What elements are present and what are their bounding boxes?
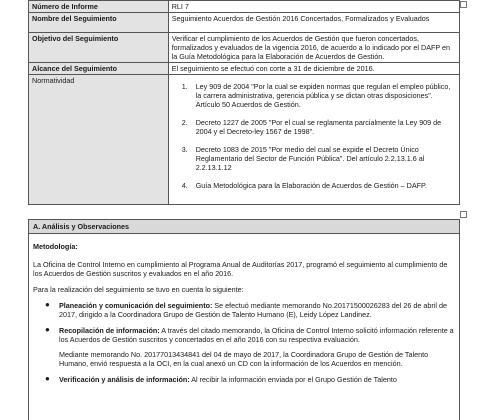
list-text: Ley 909 de 2004 "Por la cual se expiden normas que regulan el empleo público, la carrera administrativa, gerencia pública y se dictan otras disposiciones". Artículo 50 Acuerdos de Gestión. [195, 82, 451, 109]
para-paragraph: Para la realización del seguimiento se tuvo en cuenta lo siguiente: [33, 285, 244, 294]
list-number: 3. [181, 145, 188, 154]
list-item [45, 375, 455, 384]
row-value: Verificar el cumplimiento de los Acuerdos de Gestión que fueron concertados, formalizados y evaluados de la vigencia 2016, de acuerdo a lo indicado por el DAFP en la Guía Metodológica para la Elaboración de Acuerdos de Gestión. [168, 33, 459, 63]
list-text: Decreto 1227 de 2005 "Por el cual se reglamenta parcialmente la Ley 909 de 2004 y el Decreto-ley 1567 de 1998". [195, 118, 442, 136]
bullet-text: Se efectuó mediante memorando No.20171500026283 del 26 de abril de 2017, dirigido a la Coordinadora Grupo de Gestión de Talento Humano (E), Leidy López Landinez. [59, 301, 447, 319]
table-row [29, 33, 460, 63]
list-text: Guía Metodológica para la Elaboración de Acuerdos de Gestión – DAFP. [195, 181, 427, 190]
normatividad-list [172, 76, 456, 203]
row-label: Número de Informe [29, 1, 169, 13]
normatividad-list-cell [168, 75, 459, 205]
table-row [29, 63, 460, 75]
row-value: El seguimiento se efectuó con corte a 31 de diciembre de 2016. [168, 63, 459, 75]
intro-paragraph: La Oficina de Control Interno en cumplimiento al Programa Anual de Auditorías 2017, programó el seguimiento al cumplimiento de los Acuerdos de Gestión suscritos y evaluados en el año 2016. [33, 260, 448, 278]
bullet-subparagraph: Mediante memorando No. 20177013434841 del 04 de mayo de 2017, la Coordinadora Grupo de Gestión de Talento Humano, envió respuesta a la OCI, en la cual anexó un CD con la información de los Acuerdos en mención. [59, 350, 429, 368]
row-value: RLI 7 [168, 1, 459, 13]
bullet-icon: ● [45, 374, 50, 383]
list-number: 2. [181, 118, 188, 127]
bullet-icon: ● [45, 325, 50, 334]
row-value: Seguimiento Acuerdos de Gestión 2016 Concertados, Formalizados y Evaluados [168, 13, 459, 33]
table-row-normatividad [29, 75, 460, 205]
list-item [182, 145, 452, 172]
row-label: Nombre del Seguimiento [29, 13, 169, 33]
list-number: 4. [181, 181, 188, 190]
bullet-content [59, 301, 455, 319]
table-resize-handle[interactable] [460, 1, 467, 8]
table-end-marker[interactable] [460, 211, 467, 218]
table-row [29, 1, 460, 13]
bullet-title: Verificación y análisis de información: [59, 375, 190, 384]
section-header: A. Análisis y Observaciones [29, 220, 459, 234]
analysis-section [28, 219, 460, 420]
list-item [182, 181, 452, 190]
list-item [45, 301, 455, 319]
bullet-icon: ● [45, 300, 50, 309]
list-item [182, 118, 452, 136]
bullet-title: Recopilación de información: [59, 326, 160, 335]
bullet-title: Planeación y comunicación del seguimiento: [59, 301, 213, 310]
bullet-content [59, 326, 455, 368]
list-item [45, 326, 455, 368]
metodologia-heading: Metodología: [33, 242, 78, 251]
row-label: Alcance del Seguimiento [29, 63, 169, 75]
steps-list [33, 301, 455, 384]
table-row [29, 13, 460, 33]
list-item [182, 82, 452, 109]
bullet-text: Al recibir la información enviada por el Grupo Gestión de Talento [189, 375, 397, 384]
bullet-content [59, 375, 455, 384]
report-info-table [28, 0, 460, 205]
list-number: 1. [181, 82, 188, 91]
list-text: Decreto 1083 de 2015 "Por medio del cual se expide el Decreto Único Reglamentario del Sector de Función Pública". Del artículo 2.2.13.1.6 al 2.2.13.1.12 [195, 145, 425, 172]
normatividad-label: Normatividad [29, 75, 169, 205]
row-label: Objetivo del Seguimiento [29, 33, 169, 63]
bullet-text: A través del citado memorando, la Oficina de Control Interno solicitó información referente a los Acuerdos de Gestión suscritos y concertados en el año 2016 con su respectiva evaluación. [59, 326, 454, 344]
section-body [29, 234, 459, 384]
